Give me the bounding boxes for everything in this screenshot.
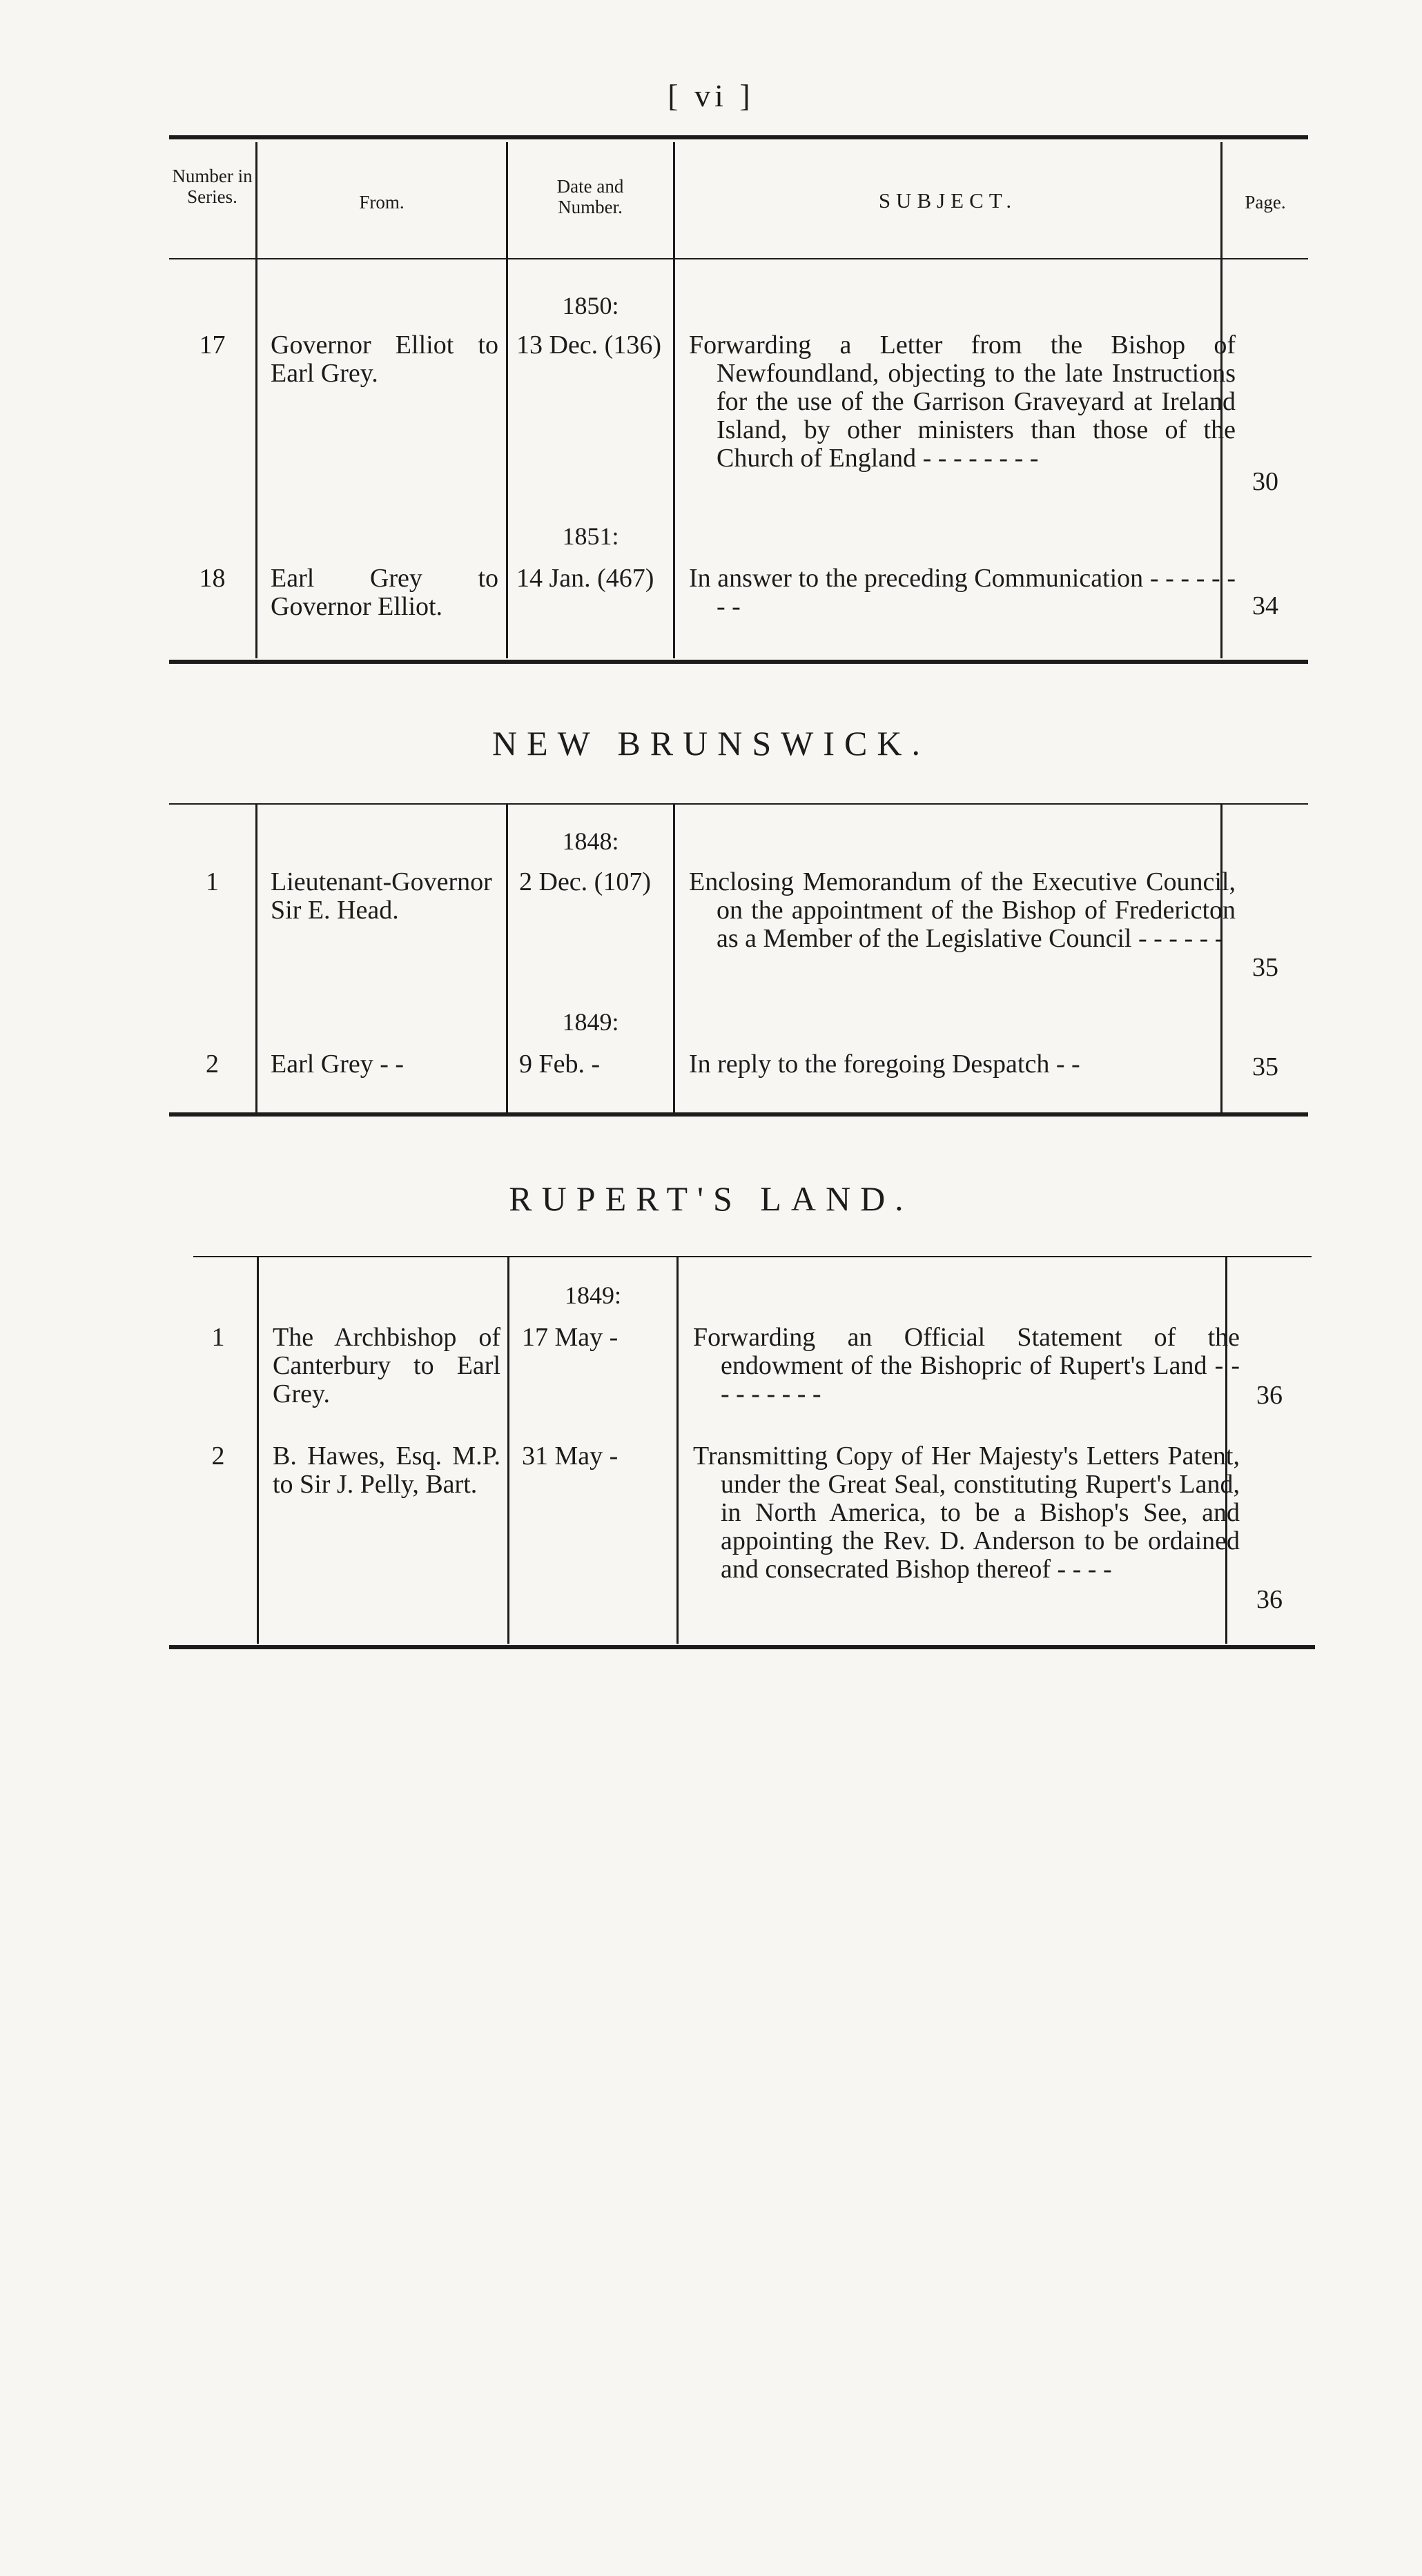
entry-page: 35 [1252, 953, 1278, 982]
section-title: NEW BRUNSWICK. [492, 724, 930, 763]
entry-year: 1848: [562, 827, 619, 855]
entry-from: B. Hawes, Esq. M.P. to Sir J. Pelly, Bart. [273, 1442, 500, 1499]
entry-from: Earl Grey to Governor Elliot. [271, 564, 498, 621]
entry-year: 1850: [562, 292, 619, 319]
entry-number: 2 [211, 1442, 225, 1471]
entry-date: 9 Feb. - [519, 1050, 601, 1079]
column-divider [676, 1257, 679, 1644]
column-divider [506, 142, 508, 658]
page-number: [ vi ] [668, 78, 754, 113]
entry-subject: Enclosing Memorandum of the Executive Council, on the appointment of the Bishop of Fredericton as a Member of the Legislative Council - - - - - - [689, 867, 1236, 953]
column-divider [255, 142, 257, 658]
entry-date: 17 May - [522, 1323, 619, 1352]
header-subject: SUBJECT. [878, 188, 1017, 213]
entry-date: 13 Dec. (136) [516, 331, 661, 360]
entry-year: 1849: [562, 1008, 619, 1036]
entry-subject: Transmitting Copy of Her Majesty's Letters Patent, under the Great Seal, constituting Rupert's Land, in North America, to be a Bishop's See, and appointing the Rev. D. Anderson to be ordained and consecrated Bishop thereof - - - - [693, 1442, 1240, 1584]
column-divider [255, 805, 257, 1112]
entry-page: 35 [1252, 1052, 1278, 1081]
entry-page: 36 [1256, 1585, 1283, 1614]
entry-date: 14 Jan. (467) [516, 564, 654, 593]
entry-number: 1 [211, 1323, 225, 1352]
column-divider [257, 1257, 259, 1644]
entry-number: 1 [206, 867, 219, 896]
entry-year: 1849: [564, 1281, 621, 1309]
header-number: Number in Series. [172, 166, 253, 207]
entry-number: 18 [199, 564, 226, 593]
entry-from: Earl Grey - - [271, 1050, 405, 1079]
entry-subject: Forwarding a Letter from the Bishop of Newfoundland, objecting to the late Instructions for the use of the Garrison Graveyard at Ireland Island, by other ministers than those of the Church of England - - - - - - - - [689, 331, 1236, 473]
entry-number: 17 [199, 331, 226, 360]
entry-subject: In answer to the preceding Communication - - - - - - - - [689, 564, 1236, 621]
header-page: Page. [1245, 192, 1286, 213]
entry-year: 1851: [562, 522, 619, 550]
entry-number: 2 [206, 1050, 219, 1079]
table-bottom-rule [169, 660, 1308, 664]
table-top-rule [193, 1256, 1312, 1257]
entry-page: 36 [1256, 1381, 1283, 1410]
table-bottom-rule [169, 1112, 1308, 1117]
entry-date: 31 May - [522, 1442, 619, 1471]
section-title: RUPERT'S LAND. [509, 1179, 913, 1218]
entry-subject: Forwarding an Official Statement of the endowment of the Bishopric of Rupert's Land - - - - - - - - - [693, 1323, 1240, 1408]
header-date: Date and Number. [556, 176, 624, 217]
entry-from: The Archbishop of Canterbury to Earl Grey. [273, 1323, 500, 1408]
header-from: From. [359, 192, 405, 213]
table-bottom-rule [169, 1645, 1315, 1649]
column-divider [507, 1257, 509, 1644]
column-divider [673, 142, 675, 658]
entry-page: 34 [1252, 591, 1278, 620]
entry-date: 2 Dec. (107) [519, 867, 651, 896]
entry-subject: In reply to the foregoing Despatch - - [689, 1050, 1080, 1079]
entry-from: Lieutenant-Governor Sir E. Head. [271, 867, 492, 925]
entry-page: 30 [1252, 467, 1278, 496]
header-bottom-rule [169, 258, 1308, 259]
table-top-rule [169, 135, 1308, 139]
entry-from: Governor Elliot to Earl Grey. [271, 331, 498, 388]
table-top-rule [169, 803, 1308, 805]
